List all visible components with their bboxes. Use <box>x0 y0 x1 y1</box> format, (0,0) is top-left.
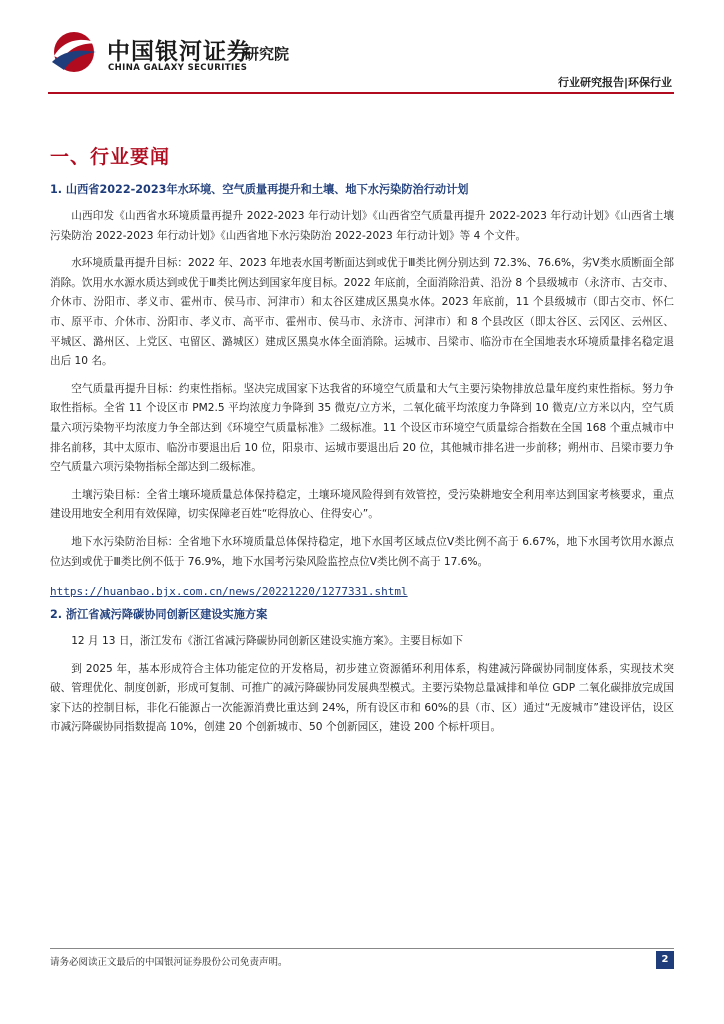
report-header <box>0 0 724 92</box>
paragraph: 12 月 13 日，浙江发布《浙江省减污降碳协同创新区建设实施方案》。主要目标如下 <box>71 635 464 648</box>
paragraph: 空气质量再提升目标：约束性指标。坚决完成国家下达我省的环境空气质量和大气主要污染物排放总量年度约束性指标。努力争取性指标。全省 11 个设区市 PM2.5 平均浓度力争降到 35 微克/立方米，二氧化硫平均浓度力争降到 10 微克/立方米以内，空气质量六项污染物平均浓度力争全部达到《环境空气质量标准》二级标准。11 个设区市环境空气质量综合指数在全国 168 个重点城市中排名前移，其中太原市、临汾市要退出后 10 位，阳泉市、运城市要退出后 20 位，其他城市排名进一步前移；朔州市、吕梁市要力争空气质量六项污染物指标全部达到二级标准。 <box>50 382 674 474</box>
paragraph: 土壤污染目标：全省土壤环境质量总体保持稳定，土壤环境风险得到有效管控，受污染耕地安全利用率达到国家考核要求，重点建设用地安全利用有效保障，切实保障老百姓“吃得放心、住得安心”。 <box>50 488 674 521</box>
paragraph: 到 2025 年，基本形成符合主体功能定位的开发格局，初步建立资源循环利用体系，构建减污降碳协同制度体系，实现技术突破、管理优化、制度创新，形成可复制、可推广的减污降碳协同发展典型模式。主要污染物总量减排和单位 GDP 二氧化碳排放完成国家下达的控制目标，非化石能源占一次能源消费比重达到 24%，所有设区市和 60%的县（市、区）通过“无废城市”建设评估，设区市减污降碳协同指数提高 10%，创建 20 个创新城市、50 个创新园区，建设 200 个标杆项目。 <box>50 662 674 734</box>
brand-name-en: CHINA GALAXY SECURITIES <box>108 63 248 73</box>
brand-institute: 研究院 <box>244 45 290 63</box>
main-content <box>50 142 674 746</box>
news-title: 1. 山西省2022-2023年水环境、空气质量再提升和土壤、地下水污染防治行动计划 <box>50 183 469 196</box>
galaxy-logo-icon <box>48 30 100 74</box>
news-item <box>50 181 674 606</box>
paragraph: 地下水污染防治目标：全省地下水环境质量总体保持稳定，地下水国考区域点位Ⅴ类比例不高于 6.67%，地下水国考饮用水源点位达到或优于Ⅲ类比例不低于 76.9%，地下水国考污染风险监控点位Ⅴ类比例不高于 17.6%。 <box>50 535 674 568</box>
paragraph: 山西印发《山西省水环境质量再提升 2022-2023 年行动计划》《山西省空气质量再提升 2022-2023 年行动计划》《山西省土壤污染防治 2022-2023 年行动计划》《山西省地下水污染防治 2022-2023 年行动计划》等 4 个文件。 <box>50 210 674 242</box>
paragraph: 水环境质量再提升目标：2022 年、2023 年地表水国考断面达到或优于Ⅲ类比例分别达到 72.3%、76.6%，劣Ⅴ类水质断面全部消除。饮用水水源水质达到或优于Ⅲ类比例达到国家年度目标。2022 年底前，全面消除沿黄、沿汾 8 个县级城市（永济市、古交市、介休市、汾阳市、孝义市、霍州市、侯马市、河津市）和太谷区建成区黑臭水体。2023 年底前，11 个县级城市（即古交市、怀仁市、原平市、介休市、汾阳市、孝义市、高平市、霍州市、侯马市、永济市、河津市）和 8 个县改区（即太谷区、云冈区、云州区、平城区、潞州区、上党区、屯留区、潞城区）建成区黑臭水体全面消除。运城市、吕梁市、临汾市在全国地表水环境质量排名稳定退出后 10 名。 <box>50 257 674 368</box>
news-title: 2. 浙江省减污降碳协同创新区建设实施方案 <box>50 608 268 622</box>
source-link[interactable]: https://huanbao.bjx.com.cn/news/20221220/1277331.shtml <box>50 585 408 599</box>
news-item <box>50 606 674 738</box>
page-number: 2 <box>656 951 674 969</box>
footer-divider <box>50 948 674 949</box>
disclaimer-note: 请务必阅读正文最后的中国银河证券股份公司免责声明。 <box>50 957 288 968</box>
section-title: 一、行业要闻 <box>50 146 171 168</box>
report-category-tag: 行业研究报告|环保行业 <box>557 76 672 89</box>
brand-name-cn: 中国银河证券 <box>107 39 251 65</box>
header-divider <box>48 92 674 94</box>
